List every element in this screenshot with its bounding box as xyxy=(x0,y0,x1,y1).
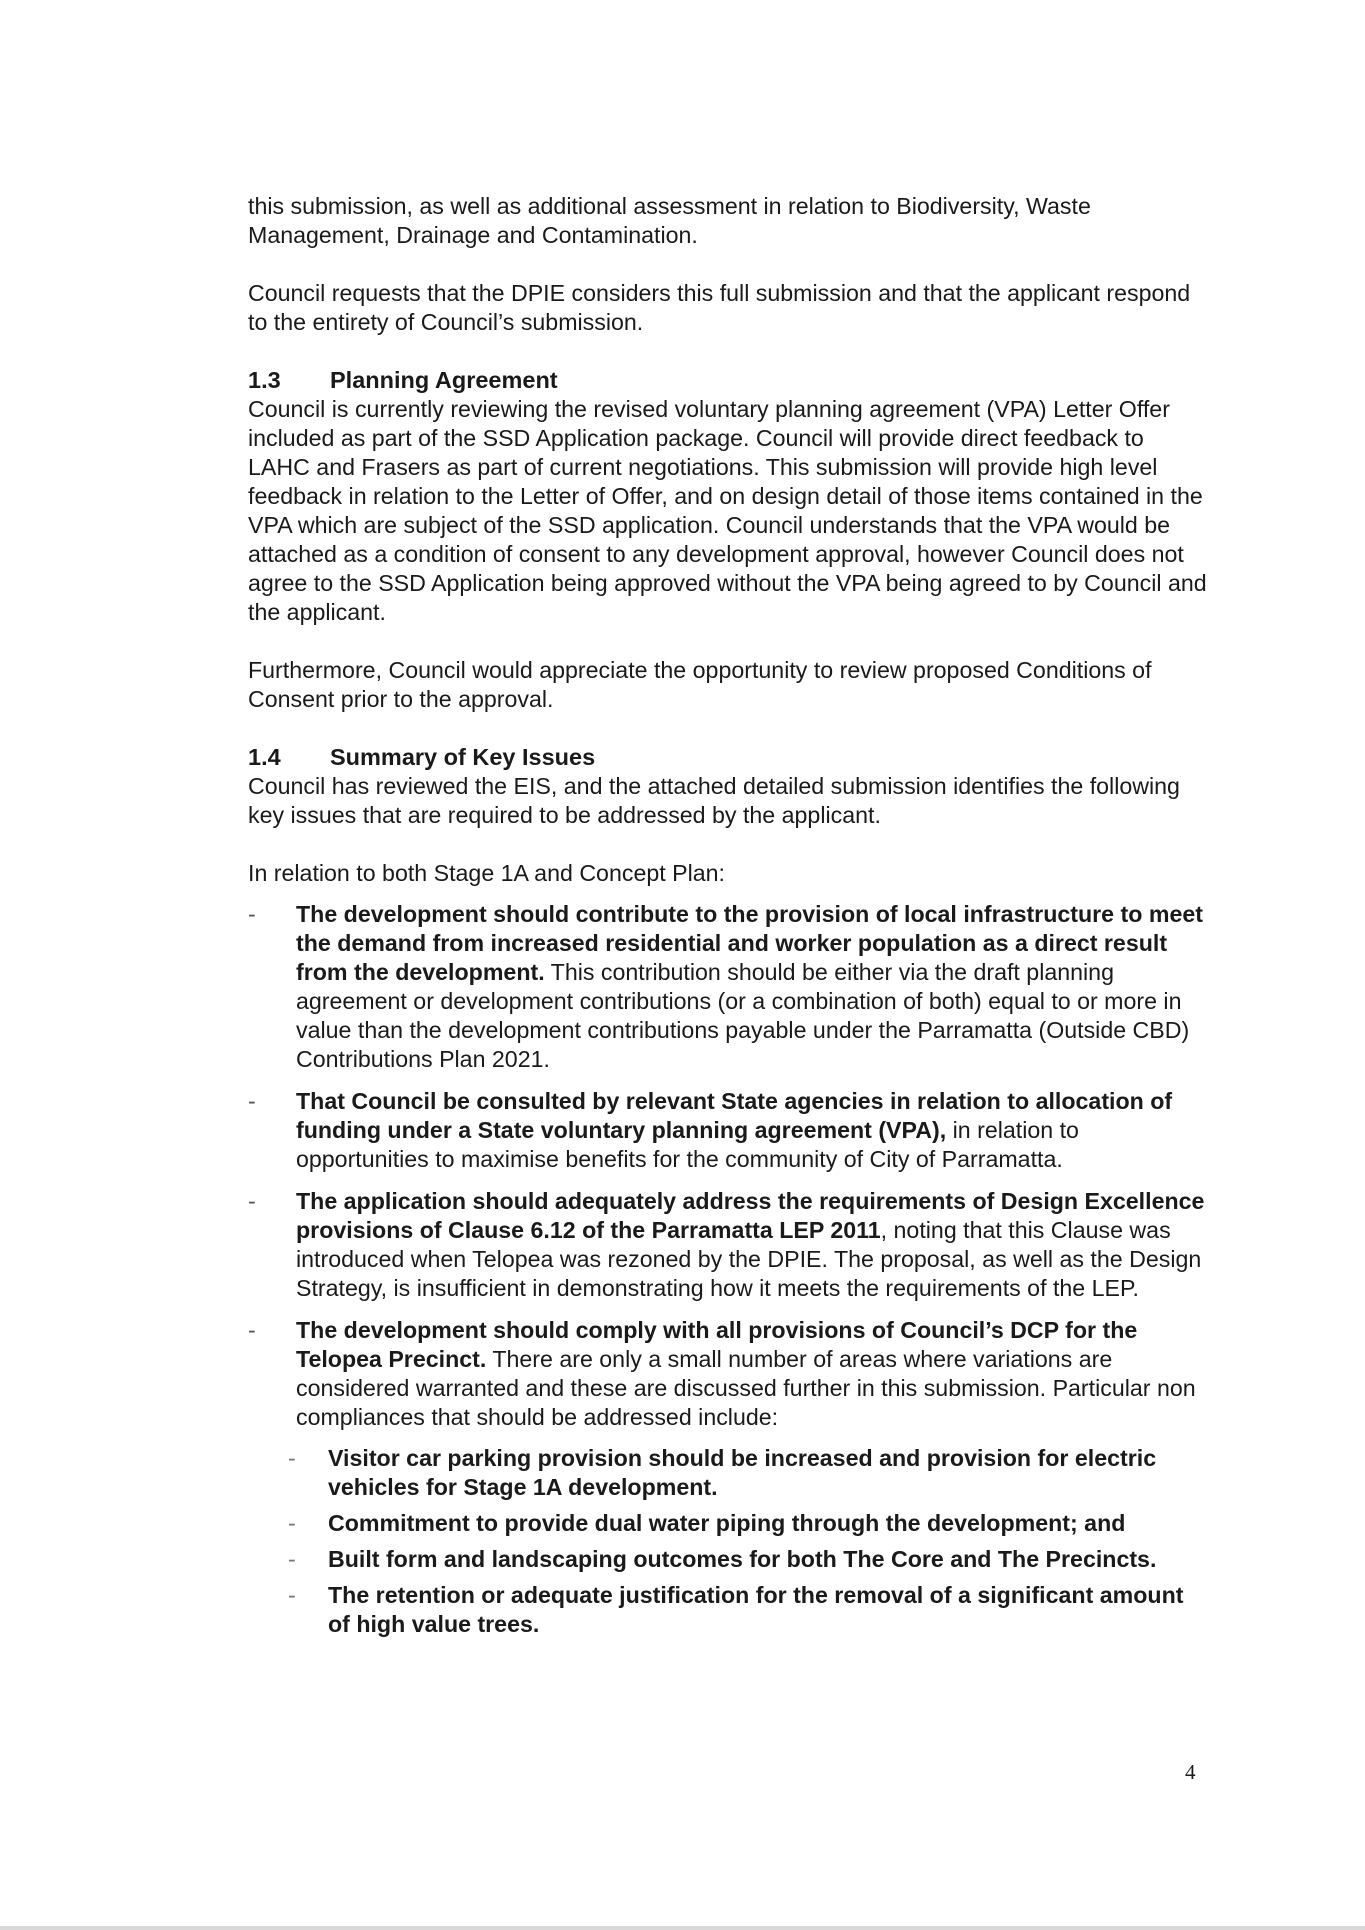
list-item-text: , noting that this Clause was introduced when Telopea was rezoned by the DPIE. The proposal, as well as the Design Strategy, is insufficient in demonstrating how it meets the requirements of the LEP. xyxy=(296,1217,1202,1301)
bullet-dash: - xyxy=(248,901,256,927)
intro-paragraph-2: Council requests that the DPIE considers this full submission and that the applicant respond to the entirety of Council’s submission. xyxy=(248,280,1191,335)
section-number: 1.4 xyxy=(248,744,281,770)
bullet-dash: - xyxy=(288,1546,296,1572)
list-item xyxy=(248,900,1208,1074)
key-issues-list xyxy=(248,900,1208,1639)
sub-list-item xyxy=(248,1509,1208,1538)
list-item-bold: That Council be consulted by relevant State agencies in relation to allocation of funding under a State voluntary planning agreement (VPA), xyxy=(296,1088,1173,1143)
section-title: Planning Agreement xyxy=(330,367,558,393)
list-item-text: This contribution should be either via the draft planning agreement or development contributions (or a combination of both) equal to or more in value than the development contributions payable under the Parramatta (Outside CBD) Contributions Plan 2021. xyxy=(296,959,1190,1072)
bullet-dash: - xyxy=(288,1582,296,1608)
section-heading-1-4 xyxy=(248,743,1208,772)
bullet-dash: - xyxy=(248,1188,256,1214)
planning-agreement-paragraph-2: Furthermore, Council would appreciate the opportunity to review proposed Conditions of Consent prior to the approval. xyxy=(248,657,1152,712)
bullet-dash: - xyxy=(248,1088,256,1114)
list-item-text: in relation to opportunities to maximise benefits for the community of City of Parramatta. xyxy=(296,1117,1079,1172)
list-item-bold: The development should comply with all provisions of Council’s DCP for the Telopea Precinct. xyxy=(296,1317,1138,1372)
list-item-bold: The development should contribute to the provision of local infrastructure to meet the demand from increased residential and worker population as a direct result from the development. xyxy=(296,901,1203,985)
list-item xyxy=(248,1316,1208,1639)
section-title: Summary of Key Issues xyxy=(330,744,596,770)
sub-list-item xyxy=(248,1444,1208,1502)
intro-paragraph-1: this submission, as well as additional assessment in relation to Biodiversity, Waste Management, Drainage and Contamination. xyxy=(248,193,1091,248)
sub-list-item-text: The retention or adequate justification for the removal of a significant amount of high value trees. xyxy=(328,1582,1184,1637)
key-issues-paragraph-1: Council has reviewed the EIS, and the attached detailed submission identifies the following key issues that are required to be addressed by the applicant. xyxy=(248,773,1180,828)
list-item xyxy=(248,1187,1208,1303)
bullet-dash: - xyxy=(248,1317,256,1343)
page-bottom-edge xyxy=(0,1926,1365,1930)
sub-list-item-text: Commitment to provide dual water piping through the development; and xyxy=(328,1510,1126,1536)
page-number: 4 xyxy=(1185,1760,1196,1784)
section-number: 1.3 xyxy=(248,367,281,393)
list-item-bold: The application should adequately address the requirements of Design Excellence provisions of Clause 6.12 of the Parramatta LEP 2011 xyxy=(296,1188,1205,1243)
section-heading-1-3 xyxy=(248,366,1208,395)
sub-list-item-text: Visitor car parking provision should be increased and provision for electric vehicles for Stage 1A development. xyxy=(328,1445,1157,1500)
sub-list-item xyxy=(248,1581,1208,1639)
planning-agreement-paragraph-1: Council is currently reviewing the revised voluntary planning agreement (VPA) Letter Offer included as part of the SSD Application package. Council will provide direct feedback to LAHC and Frasers as part of current negotiations. This submission will provide high level feedback in relation to the Letter of Offer, and on design detail of those items contained in the VPA which are subject of the SSD application. Council understands that the VPA would be attached as a condition of consent to any development approval, however Council does not agree to the SSD Application being approved without the VPA being agreed to by Council and the applicant. xyxy=(248,396,1207,625)
sub-list-item-text: Built form and landscaping outcomes for both The Core and The Precincts. xyxy=(328,1546,1157,1572)
list-item-text: There are only a small number of areas where variations are considered warranted and these are discussed further in this submission. Particular non compliances that should be addressed include: xyxy=(296,1346,1196,1430)
page-content xyxy=(248,192,1208,1652)
list-item xyxy=(248,1087,1208,1174)
key-issues-paragraph-2: In relation to both Stage 1A and Concept Plan: xyxy=(248,860,725,886)
non-compliance-sublist xyxy=(288,1444,1208,1639)
sub-list-item xyxy=(248,1545,1208,1574)
bullet-dash: - xyxy=(288,1510,296,1536)
bullet-dash: - xyxy=(288,1445,296,1471)
